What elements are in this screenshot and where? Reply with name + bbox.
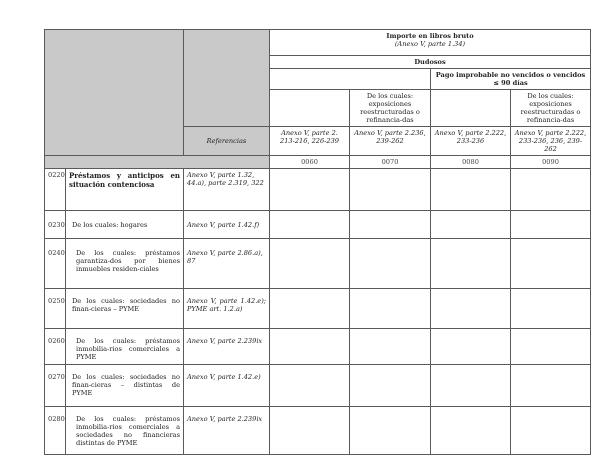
report-table [44, 29, 591, 455]
col-code-0080: 0080 [431, 156, 511, 169]
header-ref-0060: Anexo V, parte 2. 213-216, 226-239 [270, 127, 350, 156]
cell-0230-0090[interactable] [511, 211, 591, 239]
cell-0260-0070[interactable] [350, 329, 431, 365]
header-ref-0070: Anexo V, parte 2.236, 239-262 [350, 127, 431, 156]
table-row [45, 211, 591, 239]
row-label: De los cuales: hogares [66, 211, 184, 239]
header-blank-corner [45, 30, 184, 156]
cell-0220-0090[interactable] [511, 169, 591, 211]
header-blank-col60 [270, 90, 350, 127]
cell-0250-0070[interactable] [350, 289, 431, 329]
cell-0280-0080[interactable] [431, 407, 511, 455]
table-row [45, 329, 591, 365]
header-ref-0090: Anexo V, parte 2.222, 233-236, 236, 239-262 [511, 127, 591, 156]
cell-0250-0090[interactable] [511, 289, 591, 329]
row-ref: Anexo V, parte 2.86.a), 87 [184, 239, 270, 289]
header-blank-col80 [431, 90, 511, 127]
row-ref: Anexo V, parte 2.239ix [184, 329, 270, 365]
header-main-title: Importe en libros bruto [386, 32, 474, 40]
cell-0240-0080[interactable] [431, 239, 511, 289]
cell-0220-0080[interactable] [431, 169, 511, 211]
row-code: 0220 [45, 169, 66, 211]
row-ref: Anexo V, parte 1.32, 44.a), parte 2.319, 322 [184, 169, 270, 211]
row-code: 0270 [45, 365, 66, 407]
cell-0230-0080[interactable] [431, 211, 511, 239]
header-referencias: Referencias [184, 127, 270, 156]
header-blank-codes [45, 156, 270, 169]
row-ref: Anexo V, parte 2.239ix [184, 407, 270, 455]
header-ref-0080: Anexo V, parte 2.222, 233-236 [431, 127, 511, 156]
row-label: De los cuales: préstamos inmobilia-rios comerciales a PYME [66, 329, 184, 365]
cell-0230-0060[interactable] [270, 211, 350, 239]
cell-0250-0080[interactable] [431, 289, 511, 329]
cell-0280-0070[interactable] [350, 407, 431, 455]
col-code-0070: 0070 [350, 156, 431, 169]
row-code: 0250 [45, 289, 66, 329]
row-ref: Anexo V, parte 1.42.e); PYME art. 1.2.a) [184, 289, 270, 329]
col-code-0090: 0090 [511, 156, 591, 169]
header-pago-improbable: Pago improbable no vencidos o vencidos ≤ 90 días [431, 69, 591, 90]
cell-0270-0080[interactable] [431, 365, 511, 407]
cell-0220-0070[interactable] [350, 169, 431, 211]
cell-0260-0090[interactable] [511, 329, 591, 365]
row-code: 0240 [45, 239, 66, 289]
row-label: De los cuales: préstamos garantiza-dos por bienes inmuebles residen-ciales [66, 239, 184, 289]
cell-0270-0090[interactable] [511, 365, 591, 407]
row-label: De los cuales: sociedades no finan-cieras – distintas de PYME [66, 365, 184, 407]
header-main [270, 30, 591, 56]
table-row [45, 407, 591, 455]
cell-0270-0070[interactable] [350, 365, 431, 407]
cell-0240-0090[interactable] [511, 239, 591, 289]
row-label: De los cuales: préstamos inmobilia-rios comerciales a sociedades no financieras distintas de PYME [66, 407, 184, 455]
cell-0220-0060[interactable] [270, 169, 350, 211]
table-row [45, 169, 591, 211]
cell-0240-0070[interactable] [350, 239, 431, 289]
header-de-los-cuales-2: De los cuales: exposiciones reestructuradas o refinancia-das [511, 90, 591, 127]
cell-0260-0080[interactable] [431, 329, 511, 365]
header-dudosos: Dudosos [270, 56, 591, 69]
table-row [45, 239, 591, 289]
cell-0280-0090[interactable] [511, 407, 591, 455]
cell-0230-0070[interactable] [350, 211, 431, 239]
row-code: 0260 [45, 329, 66, 365]
col-code-0060: 0060 [270, 156, 350, 169]
header-blank-ref-area [184, 30, 270, 127]
table-row [45, 365, 591, 407]
cell-0280-0060[interactable] [270, 407, 350, 455]
cell-0260-0060[interactable] [270, 329, 350, 365]
header-de-los-cuales-1: De los cuales: exposiciones reestructuradas o refinancia-das [350, 90, 431, 127]
row-ref: Anexo V, parte 1.42.f) [184, 211, 270, 239]
cell-0250-0060[interactable] [270, 289, 350, 329]
cell-0270-0060[interactable] [270, 365, 350, 407]
row-code: 0280 [45, 407, 66, 455]
table-row [45, 289, 591, 329]
cell-0240-0060[interactable] [270, 239, 350, 289]
row-code: 0230 [45, 211, 66, 239]
row-label: Préstamos y anticipos en situación contenciosa [66, 169, 184, 211]
header-main-subtitle: (Anexo V, parte 1.34) [394, 40, 466, 48]
row-ref: Anexo V, parte 1.42.e) [184, 365, 270, 407]
row-label: De los cuales: sociedades no finan-cieras – PYME [66, 289, 184, 329]
header-blank-left [270, 69, 431, 90]
